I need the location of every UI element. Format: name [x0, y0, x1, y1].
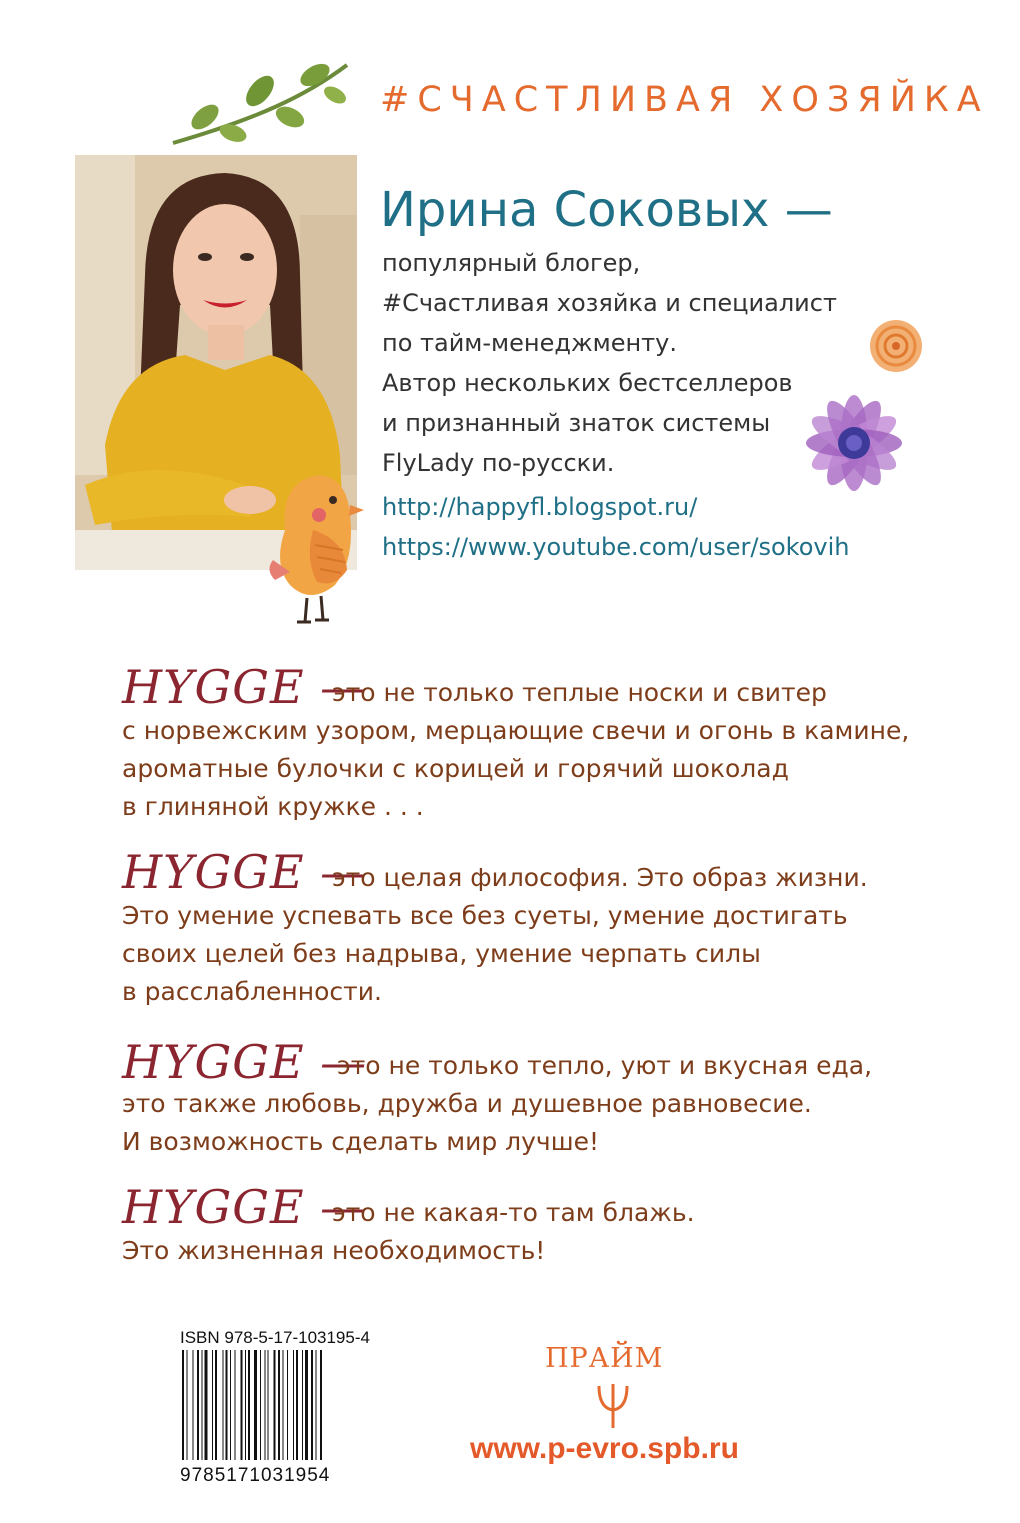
paragraph-line: И возможность сделать мир лучше!: [122, 1127, 599, 1156]
bird-illustration: [265, 460, 365, 630]
publisher-name: ПРАЙМ: [545, 1343, 664, 1374]
barcode-bar: [311, 1350, 313, 1460]
hygge-paragraph: [122, 660, 942, 830]
barcode-bar: [260, 1350, 261, 1460]
barcode-bar: [287, 1350, 288, 1460]
barcode-bar: [248, 1350, 250, 1460]
barcode-bar: [226, 1350, 228, 1460]
barcode-bar: [230, 1350, 231, 1460]
barcode-bar: [197, 1350, 199, 1460]
paragraph-line: это целая философия. Это образ жизни.: [332, 863, 868, 892]
ean-digits: 9785171031954: [180, 1465, 331, 1486]
paragraph-line: в расслабленности.: [122, 977, 382, 1006]
paragraph-line: ароматные булочки с корицей и горячий шоколад: [122, 754, 789, 783]
bio-line: Автор нескольких бестселлеров: [382, 369, 793, 397]
series-title: #СЧАСТЛИВАЯ ХОЗЯЙКА: [380, 80, 989, 120]
youtube-link[interactable]: https://www.youtube.com/user/sokovih: [382, 533, 850, 561]
barcode-bar: [223, 1350, 224, 1460]
isbn-label: ISBN 978-5-17-103195-4: [180, 1328, 370, 1347]
hygge-heading: HYGGE —: [122, 660, 368, 714]
hygge-heading: HYGGE —: [122, 1035, 368, 1089]
author-links: [382, 487, 849, 567]
leaf-sprig-decoration: [165, 55, 355, 150]
paragraph-line: с норвежским узором, мерцающие свечи и огонь в камине,: [122, 716, 910, 745]
paragraph-line: это не только тепло, уют и вкусная еда,: [337, 1051, 873, 1080]
publisher-website[interactable]: www.p-evro.spb.ru: [470, 1432, 739, 1465]
hygge-paragraph: [122, 1035, 942, 1165]
barcode-bar: [274, 1350, 276, 1460]
blog-link[interactable]: http://happyfl.blogspot.ru/: [382, 493, 698, 521]
barcode-bar: [278, 1350, 280, 1460]
barcode-bar: [283, 1350, 284, 1460]
paragraph-line: это не только теплые носки и свитер: [332, 678, 827, 707]
barcode-bar: [205, 1350, 208, 1460]
paragraph-line: своих целей без надрыва, умение черпать силы: [122, 939, 761, 968]
barcode: [180, 1350, 356, 1460]
orange-flower-decoration: [868, 318, 924, 374]
author-bio: [382, 243, 837, 483]
barcode-bar: [320, 1350, 322, 1460]
hygge-paragraph: [122, 845, 942, 1015]
bio-line: по тайм-менеджменту.: [382, 329, 677, 357]
barcode-bar: [212, 1350, 213, 1460]
psi-logo-icon: [595, 1382, 631, 1430]
barcode-bar: [268, 1350, 269, 1460]
barcode-bar: [254, 1350, 257, 1460]
barcode-bar: [215, 1350, 217, 1460]
bio-line: и признанный знаток системы: [382, 409, 771, 437]
purple-flower-decoration: [795, 388, 913, 498]
barcode-bar: [193, 1350, 194, 1460]
barcode-bar: [245, 1350, 246, 1460]
barcode-bar: [202, 1350, 203, 1460]
paragraph-line: Это умение успевать все без суеты, умение достигать: [122, 901, 848, 930]
bio-line: #Счастливая хозяйка и специалист: [382, 289, 837, 317]
barcode-bar: [296, 1350, 298, 1460]
hygge-paragraph: [122, 1180, 942, 1280]
barcode-bar: [241, 1350, 243, 1460]
barcode-bar: [182, 1350, 184, 1460]
paragraph-line: в глиняной кружке . . .: [122, 792, 424, 821]
barcode-bar: [316, 1350, 317, 1460]
hygge-heading: HYGGE —: [122, 1180, 368, 1234]
barcode-bar: [302, 1350, 303, 1460]
bio-line: FlyLady по-русски.: [382, 449, 615, 477]
hygge-heading: HYGGE —: [122, 845, 368, 899]
barcode-bar: [187, 1350, 188, 1460]
paragraph-line: это не какая-то там блажь.: [332, 1198, 695, 1227]
bio-line: популярный блогер,: [382, 249, 641, 277]
barcode-bar: [293, 1350, 294, 1460]
author-name: Ирина Соковых —: [380, 182, 833, 238]
paragraph-line: это также любовь, дружба и душевное равновесие.: [122, 1089, 812, 1118]
barcode-bar: [235, 1350, 236, 1460]
barcode-bar: [305, 1350, 308, 1460]
paragraph-line: Это жизненная необходимость!: [122, 1236, 546, 1265]
barcode-bar: [265, 1350, 266, 1460]
